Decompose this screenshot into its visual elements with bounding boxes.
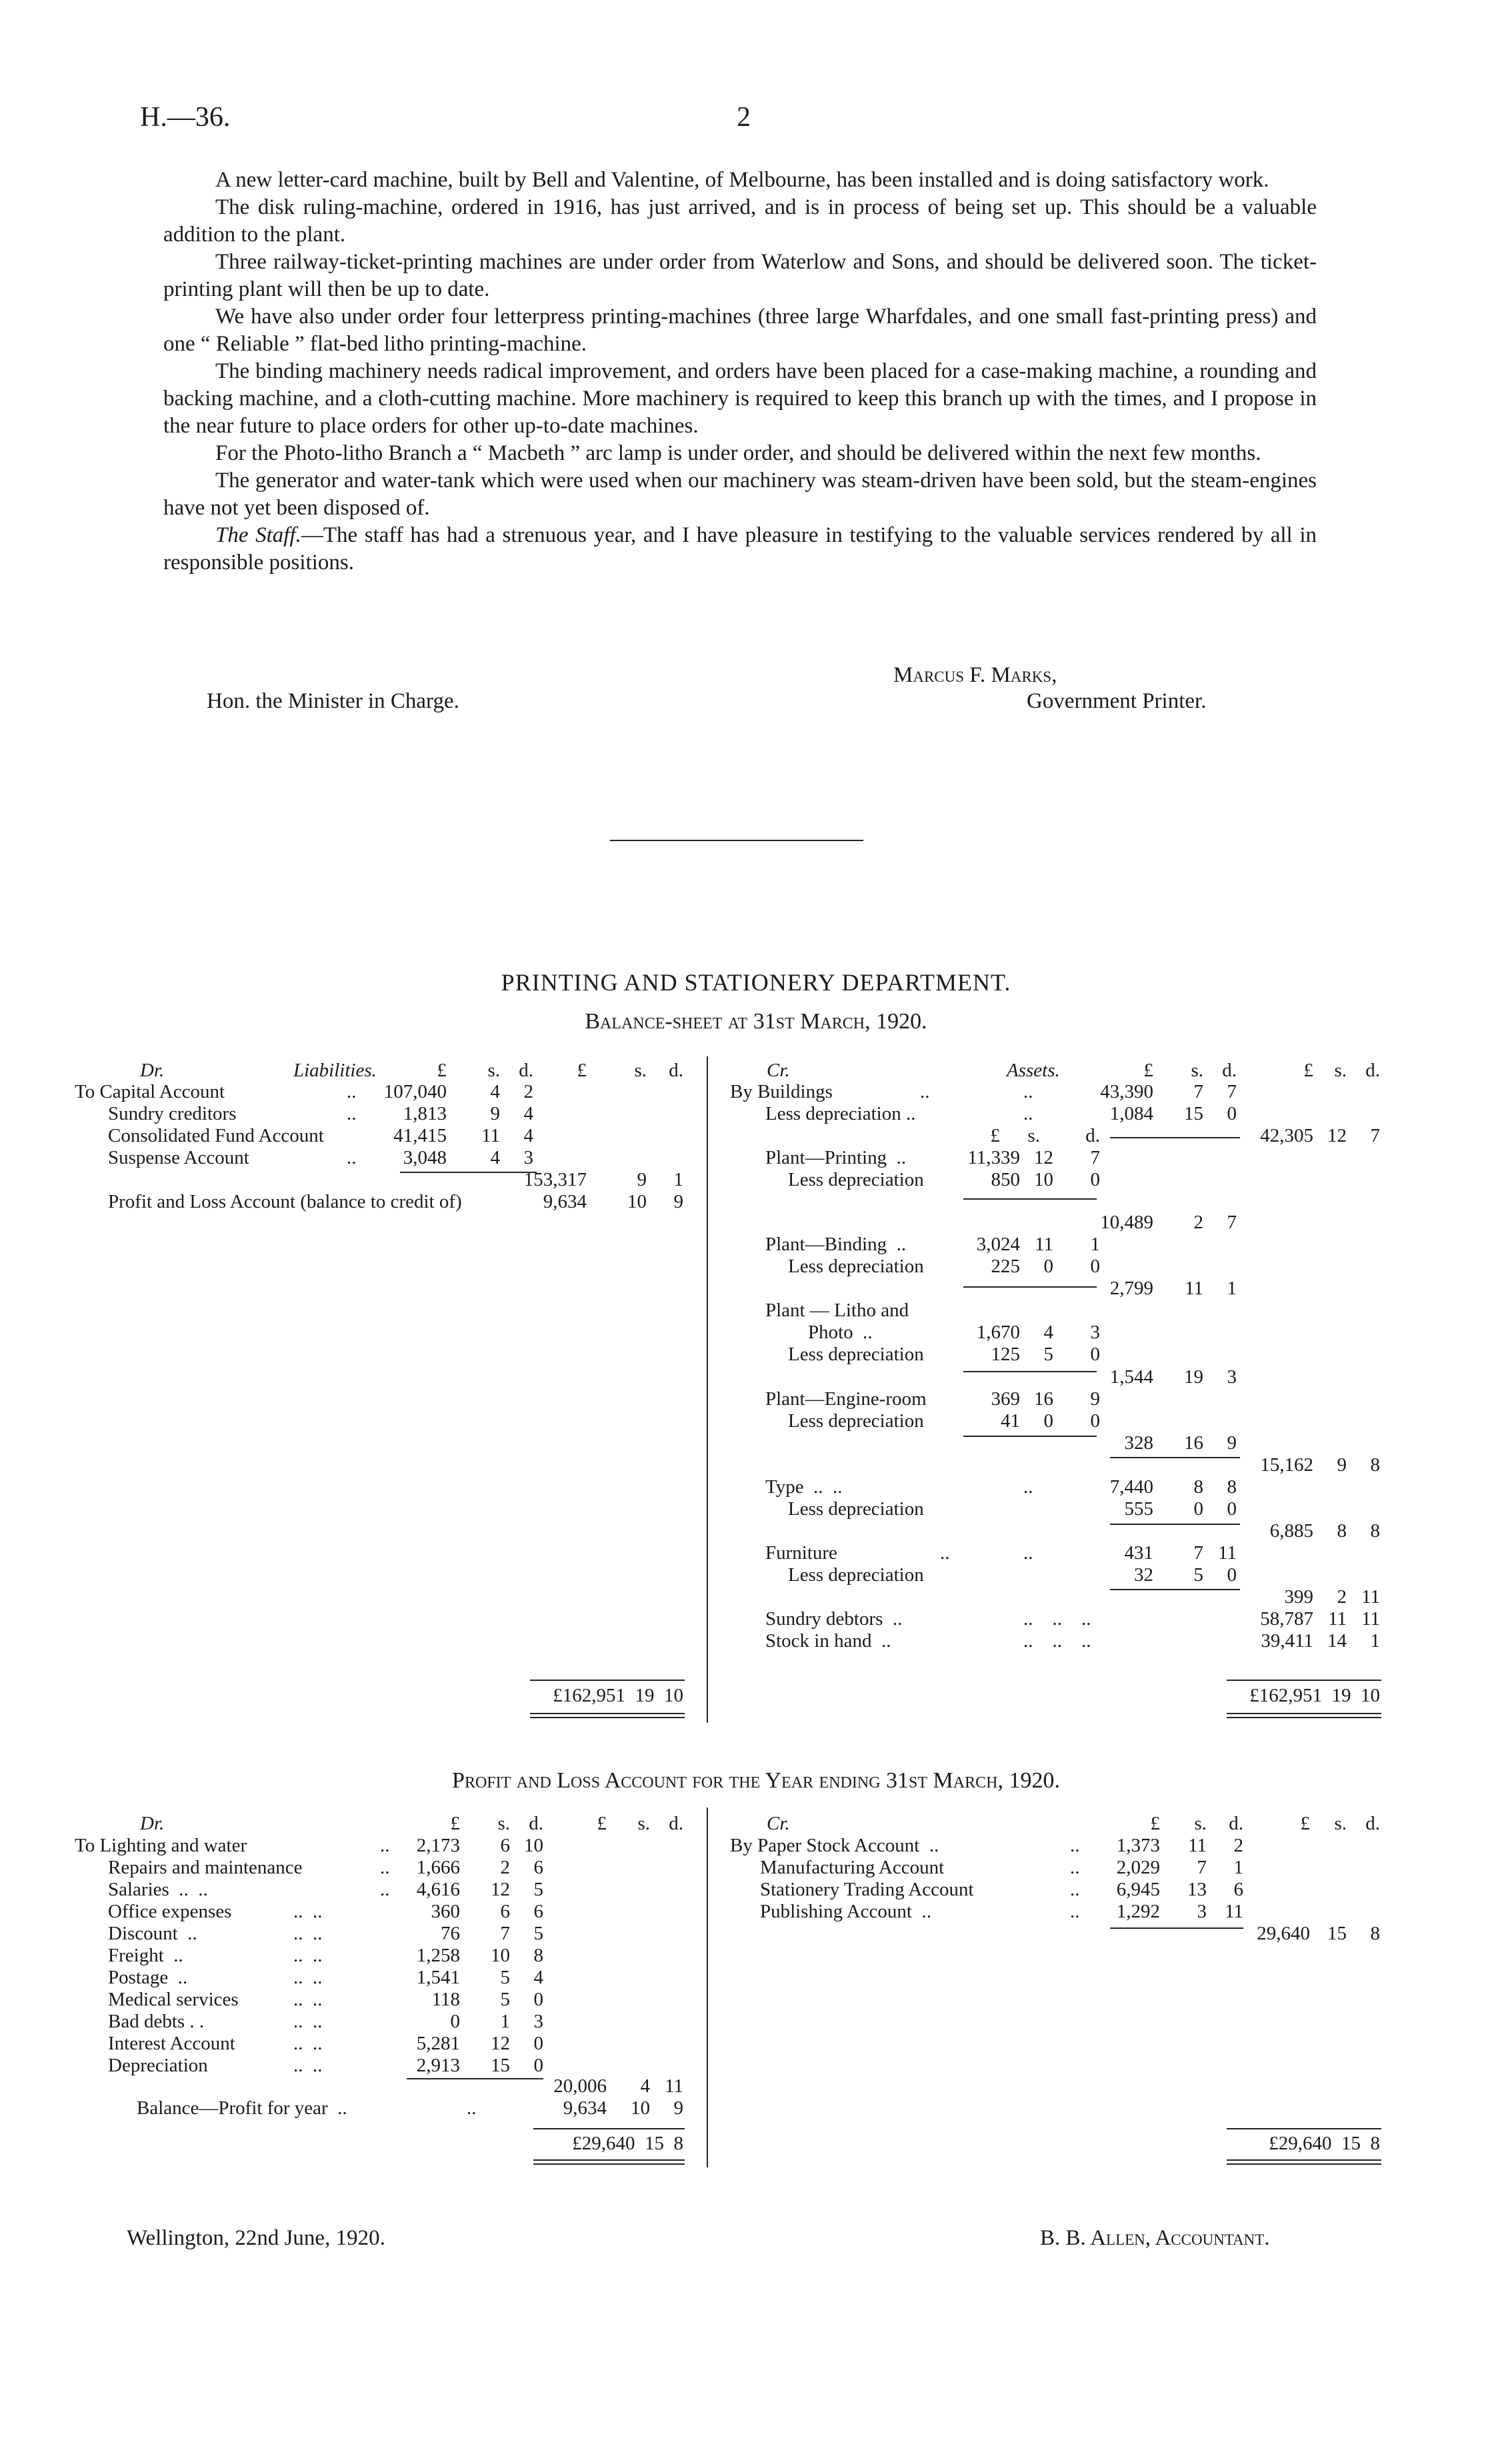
amount-pounds: 1,292 — [1116, 1901, 1160, 1922]
expense-label: Medical services — [108, 1989, 239, 2010]
col-d: d. — [669, 1060, 683, 1081]
amount-pounds: 41,415 — [393, 1125, 447, 1146]
net-shillings: 16 — [1184, 1432, 1203, 1454]
net-pounds: 6,885 — [1269, 1520, 1313, 1542]
less-depreciation-label: Less depreciation — [788, 1498, 924, 1520]
amount-shillings: 5 — [500, 1989, 510, 2010]
section-divider — [610, 840, 863, 841]
amount-pence: 8 — [533, 1945, 543, 1966]
col-s: s. — [1027, 1125, 1040, 1146]
liability-label: Consolidated Fund Account — [108, 1125, 324, 1146]
col-pound: £ — [437, 1060, 447, 1081]
col-d: d. — [669, 1813, 683, 1834]
liability-label: Sundry creditors — [108, 1103, 237, 1124]
signature-name: Marcus F. Marks, — [893, 663, 1057, 687]
amount-shillings: 16 — [1034, 1388, 1053, 1410]
report-body — [163, 167, 1317, 577]
amount-pence: 4 — [533, 1967, 543, 1988]
paragraph: For the Photo-litho Branch a “ Macbeth ” arc lamp is under order, and should be delivered within the next few months. — [215, 441, 1261, 465]
amount-shillings: 7 — [500, 1923, 510, 1944]
amount-pence: 10 — [524, 1835, 543, 1856]
net-shillings: 2 — [1337, 1586, 1347, 1608]
col-pound: £ — [450, 1813, 460, 1834]
amount-pence: 1 — [1233, 1857, 1243, 1878]
total-double-rule — [530, 1713, 685, 1718]
amount-shillings: 7 — [1193, 1542, 1203, 1564]
asset-label: Plant—Binding .. — [765, 1234, 907, 1255]
amount-shillings: 12 — [491, 1879, 510, 1900]
leader-dots: .. — [347, 1081, 357, 1102]
plant-total-pounds: 15,162 — [1260, 1454, 1313, 1476]
income-label: Stationery Trading Account — [760, 1879, 974, 1900]
amount-shillings: 4 — [490, 1081, 500, 1102]
staff-text: —The staff has had a strenuous year, and I have pleasure in testifying to the valuable services rendered by all in responsible positions. — [163, 523, 1317, 575]
amount-pounds: 1,373 — [1116, 1835, 1160, 1856]
less-depreciation-label: Less depreciation — [788, 1344, 924, 1365]
expense-label: Bad debts . . — [108, 2011, 205, 2032]
amount-shillings: 0 — [1043, 1256, 1053, 1277]
amount-pounds: 2,173 — [416, 1835, 460, 1856]
amount-pence: 3 — [1090, 1322, 1100, 1343]
col-s: s. — [1194, 1813, 1207, 1834]
net-shillings: 19 — [1184, 1366, 1203, 1388]
amount-pence: 8 — [1227, 1476, 1237, 1498]
net-pence: 7 — [1370, 1125, 1380, 1146]
subtotal-rule — [963, 1436, 1097, 1437]
amount-pence: 2 — [1233, 1835, 1243, 1856]
subtotal-rule — [407, 2078, 543, 2079]
plant-total-pence: 8 — [1370, 1454, 1380, 1476]
signature-title: Government Printer. — [1027, 689, 1207, 713]
amount-shillings: 5 — [1193, 1564, 1203, 1586]
asset-label: Plant—Printing .. — [765, 1147, 907, 1168]
leader-dots: .. — [920, 1081, 930, 1102]
debit-total: £29,640 15 8 — [572, 2133, 683, 2154]
leader-dots: .. — [1023, 1081, 1033, 1102]
leader-dots: .. — [380, 1835, 390, 1856]
asset-label: Plant—Engine-room — [765, 1388, 927, 1410]
net-shillings: 8 — [1337, 1520, 1347, 1542]
amount-pence: 9 — [673, 1191, 683, 1212]
less-depreciation-label: Less depreciation .. — [765, 1103, 916, 1124]
col-s: s. — [497, 1813, 510, 1834]
amount-shillings: 7 — [1197, 1857, 1207, 1878]
total-rule — [530, 1680, 685, 1681]
amount-pounds: 2,913 — [416, 2055, 460, 2076]
amount-shillings: 11 — [1328, 1608, 1347, 1630]
amount-pence: 2 — [523, 1081, 533, 1102]
amount-pounds: 431 — [1124, 1542, 1153, 1564]
leader-dots: .. — [1070, 1857, 1080, 1878]
net-pence: 7 — [1227, 1212, 1237, 1233]
dr-label: Dr. — [140, 1813, 165, 1834]
amount-pence: 0 — [1227, 1564, 1237, 1586]
amount-shillings: 12 — [1034, 1147, 1053, 1168]
asset-label: Plant — Litho and — [765, 1300, 909, 1321]
addressee: Hon. the Minister in Charge. — [207, 689, 459, 713]
amount-pence: 7 — [1090, 1147, 1100, 1168]
credit-total: £29,640 15 8 — [1269, 2133, 1380, 2154]
paragraph: A new letter-card machine, built by Bell and Valentine, of Melbourne, has been installed and is doing satisfactory work. — [215, 168, 1269, 192]
leader-dots: .. — [347, 1103, 357, 1124]
column-divider — [707, 1808, 708, 2167]
amount-shillings: 10 — [631, 2097, 650, 2119]
net-pounds: 1,544 — [1109, 1366, 1153, 1388]
subtotal-rule — [1110, 1137, 1240, 1138]
net-pence: 8 — [1370, 1520, 1380, 1542]
leader-dots: .. .. — [293, 2033, 323, 2054]
col-d: d. — [1365, 1060, 1380, 1081]
asset-label: Stock in hand .. — [765, 1630, 891, 1652]
col-d: d. — [1085, 1125, 1100, 1146]
amount-pounds: 43,390 — [1100, 1081, 1153, 1102]
amount-pounds: 360 — [431, 1901, 460, 1922]
expense-label: To Lighting and water — [75, 1835, 247, 1856]
amount-pence: 11 — [1218, 1542, 1237, 1564]
paragraph: Three railway-ticket-printing machines are under order from Waterlow and Sons, and should be delivered soon. The ticket-printing plant will then be up to date. — [163, 250, 1317, 301]
col-s: s. — [1191, 1060, 1203, 1081]
subtotal-rule — [1110, 1589, 1240, 1590]
amount-pence: 4 — [523, 1103, 533, 1124]
amount-pence: 0 — [1227, 1103, 1237, 1124]
amount-shillings: 3 — [1197, 1901, 1207, 1922]
amount-pence: 11 — [1225, 1901, 1243, 1922]
amount-pounds: 9,634 — [563, 2097, 607, 2119]
total-double-rule — [1227, 2159, 1381, 2165]
expense-label: Interest Account — [108, 2033, 235, 2054]
subtotal-rule — [1110, 1524, 1240, 1525]
profit-loss-label: Profit and Loss Account (balance to credit of) — [108, 1191, 462, 1212]
col-s: s. — [1334, 1060, 1347, 1081]
asset-label: Type .. .. — [765, 1476, 843, 1498]
amount-pounds: 76 — [441, 1923, 460, 1944]
liability-label: To Capital Account — [75, 1081, 225, 1102]
amount-pence: 1 — [1370, 1630, 1380, 1652]
subtotal-shillings: 4 — [640, 2075, 650, 2097]
expense-label: Repairs and maintenance — [108, 1857, 303, 1878]
amount-shillings: 0 — [1193, 1498, 1203, 1520]
col-d: d. — [519, 1060, 533, 1081]
plant-total-shillings: 9 — [1337, 1454, 1347, 1476]
amount-pence: 6 — [533, 1901, 543, 1922]
col-pound: £ — [577, 1060, 587, 1081]
paragraph: The binding machinery needs radical improvement, and orders have been placed for a case-making machine, a rounding and backing machine, and a cloth-cutting machine. More machinery is required to keep this branch up with the times, and I propose in the near future to place orders for other up-to-date machines. — [163, 359, 1317, 438]
amount-pounds: 125 — [991, 1344, 1020, 1365]
page-number: 2 — [737, 102, 751, 133]
subtotal-pounds: 29,640 — [1257, 1923, 1310, 1944]
total-double-rule — [1227, 1713, 1381, 1718]
amount-shillings: 2 — [500, 1857, 510, 1878]
subtotal-rule — [963, 1286, 1097, 1288]
subtotal-pounds: 20,006 — [553, 2075, 607, 2097]
less-depreciation-label: Less depreciation — [788, 1256, 924, 1277]
leader-dots: .. .. — [293, 2055, 323, 2076]
amount-pounds: 850 — [991, 1169, 1020, 1190]
subtotal-rule — [963, 1198, 1097, 1200]
amount-shillings: 15 — [1184, 1103, 1203, 1124]
net-pence: 1 — [1227, 1278, 1237, 1299]
amount-pence: 6 — [1233, 1879, 1243, 1900]
amount-pence: 5 — [533, 1923, 543, 1944]
amount-pence: 3 — [533, 2011, 543, 2032]
amount-pence: 11 — [1361, 1608, 1380, 1630]
liabilities-heading: Liabilities. — [293, 1060, 377, 1081]
amount-pence: 9 — [1090, 1388, 1100, 1410]
col-pound: £ — [597, 1813, 607, 1834]
income-label: By Paper Stock Account .. — [730, 1835, 939, 1856]
amount-shillings: 5 — [500, 1967, 510, 1988]
amount-pounds: 11,339 — [967, 1147, 1020, 1168]
amount-shillings: 12 — [491, 2033, 510, 2054]
amount-shillings: 0 — [1043, 1410, 1053, 1432]
staff-label: The Staff. — [215, 523, 301, 547]
amount-shillings: 8 — [1193, 1476, 1203, 1498]
amount-shillings: 10 — [491, 1945, 510, 1966]
col-pound: £ — [1143, 1060, 1153, 1081]
leader-dots: .. — [380, 1857, 390, 1878]
amount-pence: 0 — [533, 1989, 543, 2010]
amount-pence: 0 — [1090, 1344, 1100, 1365]
amount-pounds: 9,634 — [543, 1191, 587, 1212]
amount-pounds: 4,616 — [416, 1879, 460, 1900]
leader-dots: .. .. .. — [1023, 1630, 1091, 1652]
net-shillings: 11 — [1185, 1278, 1203, 1299]
amount-pence: 7 — [1227, 1081, 1237, 1102]
amount-shillings: 4 — [490, 1147, 500, 1168]
amount-shillings: 13 — [1187, 1879, 1207, 1900]
leader-dots: .. .. — [293, 1945, 323, 1966]
assets-heading: Assets. — [1007, 1060, 1060, 1081]
amount-pence: 0 — [533, 2055, 543, 2076]
accountant-signature: B. B. Allen, Accountant. — [1040, 2226, 1270, 2250]
amount-pence: 3 — [523, 1147, 533, 1168]
amount-shillings: 1 — [500, 2011, 510, 2032]
amount-shillings: 6 — [500, 1901, 510, 1922]
balance-label: Balance—Profit for year .. — [137, 2097, 347, 2119]
staff-paragraph — [163, 522, 1317, 577]
amount-pounds: 225 — [991, 1256, 1020, 1277]
subtotal-pounds: 153,317 — [523, 1169, 587, 1190]
paragraph: We have also under order four letterpress printing-machines (three large Wharfdales, and one small fast-printing press) and one “ Reliable ” flat-bed litho printing-machine. — [163, 305, 1317, 356]
liability-label: Suspense Account — [108, 1147, 249, 1168]
amount-shillings: 15 — [491, 2055, 510, 2076]
amount-pounds: 369 — [991, 1388, 1020, 1410]
less-depreciation-label: Less depreciation — [788, 1169, 924, 1190]
leader-dots: .. — [1070, 1901, 1080, 1922]
amount-pence: 1 — [1090, 1234, 1100, 1255]
amount-pence: 5 — [533, 1879, 543, 1900]
net-pounds: 399 — [1284, 1586, 1313, 1608]
amount-pence: 4 — [523, 1125, 533, 1146]
amount-shillings: 11 — [1035, 1234, 1053, 1255]
amount-pounds: 7,440 — [1109, 1476, 1153, 1498]
net-pounds: 2,799 — [1109, 1278, 1153, 1299]
leader-dots: .. .. — [293, 2011, 323, 2032]
leader-dots: .. .. — [293, 1901, 323, 1922]
expense-label: Office expenses — [108, 1901, 232, 1922]
total-rule — [1227, 2128, 1381, 2129]
net-shillings: 2 — [1193, 1212, 1203, 1233]
leader-dots: .. — [1070, 1879, 1080, 1900]
asset-label-continued: Photo .. — [808, 1322, 873, 1343]
leader-dots: .. — [1023, 1103, 1033, 1124]
amount-pounds: 5,281 — [416, 2033, 460, 2054]
leader-dots: .. .. — [293, 1989, 323, 2010]
expense-label: Discount .. — [108, 1923, 197, 1944]
net-pounds: 42,305 — [1260, 1125, 1313, 1146]
cr-label: Cr. — [767, 1813, 790, 1834]
total-rule — [533, 2128, 685, 2129]
amount-pounds: 3,048 — [403, 1147, 447, 1168]
place-date: Wellington, 22nd June, 1920. — [127, 2226, 385, 2250]
col-s: s. — [637, 1813, 650, 1834]
col-d: d. — [529, 1813, 543, 1834]
leader-dots: .. — [467, 2097, 477, 2119]
report-reference: H.—36. — [140, 102, 231, 133]
amount-pounds: 1,670 — [976, 1322, 1020, 1343]
col-d: d. — [1229, 1813, 1243, 1834]
total-double-rule — [533, 2159, 685, 2165]
subtotal-shillings: 15 — [1327, 1923, 1347, 1944]
amount-shillings: 9 — [490, 1103, 500, 1124]
amount-shillings: 4 — [1043, 1322, 1053, 1343]
leader-dots: .. .. — [293, 1923, 323, 1944]
col-pound: £ — [990, 1125, 1000, 1146]
paragraph: The generator and water-tank which were used when our machinery was steam-driven have been sold, but the steam-engines have not yet been disposed of. — [163, 469, 1317, 520]
amount-pounds: 107,040 — [383, 1081, 447, 1102]
less-depreciation-label: Less depreciation — [788, 1564, 924, 1586]
col-s: s. — [1334, 1813, 1347, 1834]
amount-pence: 0 — [1090, 1169, 1100, 1190]
asset-label: Sundry debtors .. — [765, 1608, 903, 1630]
subtotal-pence: 11 — [665, 2075, 683, 2097]
amount-shillings: 11 — [481, 1125, 500, 1146]
amount-pence: 0 — [1090, 1410, 1100, 1432]
amount-pence: 0 — [1090, 1256, 1100, 1277]
amount-pounds: 3,024 — [976, 1234, 1020, 1255]
asset-label: By Buildings — [730, 1081, 833, 1102]
paragraph: The disk ruling-machine, ordered in 1916, has just arrived, and is in process of being set up. This should be a valuable addition to the plant. — [163, 195, 1317, 247]
expense-label: Salaries .. .. — [108, 1879, 208, 1900]
amount-shillings: 7 — [1193, 1081, 1203, 1102]
net-pounds: 328 — [1124, 1432, 1153, 1454]
leader-dots: .. .. .. — [1023, 1608, 1091, 1630]
leader-dots: .. — [1023, 1542, 1033, 1564]
expense-label: Depreciation — [108, 2055, 208, 2076]
amount-pence: 0 — [533, 2033, 543, 2054]
col-d: d. — [1365, 1813, 1380, 1834]
leader-dots: .. — [1023, 1476, 1033, 1498]
balance-sheet-title: Balance-sheet at 31st March, 1920. — [585, 1009, 927, 1034]
profit-loss-title: Profit and Loss Account for the Year ending 31st March, 1920. — [452, 1768, 1060, 1793]
amount-pounds: 1,258 — [416, 1945, 460, 1966]
asset-label: Furniture — [765, 1542, 837, 1564]
income-label: Publishing Account .. — [760, 1901, 931, 1922]
amount-shillings: 10 — [1034, 1169, 1053, 1190]
amount-shillings: 11 — [1188, 1835, 1207, 1856]
expense-label: Freight .. — [108, 1945, 183, 1966]
dr-label: Dr. — [140, 1060, 165, 1081]
amount-pounds: 0 — [450, 2011, 460, 2032]
amount-pounds: 118 — [431, 1989, 460, 2010]
cr-label: Cr. — [767, 1060, 790, 1081]
amount-pence: 6 — [533, 1857, 543, 1878]
amount-pounds: 58,787 — [1260, 1608, 1313, 1630]
amount-shillings: 5 — [1043, 1344, 1053, 1365]
col-s: s. — [634, 1060, 647, 1081]
amount-pounds: 41 — [1001, 1410, 1020, 1432]
amount-pence: 0 — [1227, 1498, 1237, 1520]
amount-pounds: 1,541 — [416, 1967, 460, 1988]
amount-pounds: 2,029 — [1116, 1857, 1160, 1878]
subtotal-rule — [1110, 1457, 1240, 1458]
subtotal-shillings: 9 — [637, 1169, 647, 1190]
leader-dots: .. — [1070, 1835, 1080, 1856]
subtotal-rule — [1110, 1927, 1243, 1929]
col-pound: £ — [1150, 1813, 1160, 1834]
net-pence: 11 — [1361, 1586, 1380, 1608]
assets-total: £162,951 19 10 — [1249, 1685, 1380, 1706]
col-pound: £ — [1300, 1813, 1310, 1834]
total-rule — [1227, 1680, 1381, 1681]
amount-pounds: 39,411 — [1261, 1630, 1313, 1652]
income-label: Manufacturing Account — [760, 1857, 945, 1878]
amount-pounds: 1,084 — [1109, 1103, 1153, 1124]
amount-shillings: 10 — [627, 1191, 647, 1212]
subtotal-rule — [963, 1371, 1097, 1372]
subtotal-pence: 8 — [1370, 1923, 1380, 1944]
less-depreciation-label: Less depreciation — [788, 1410, 924, 1432]
leader-dots: .. — [347, 1147, 357, 1168]
leader-dots: .. — [940, 1542, 950, 1564]
column-divider — [707, 1056, 708, 1723]
col-pound: £ — [1303, 1060, 1313, 1081]
net-pence: 3 — [1227, 1366, 1237, 1388]
col-d: d. — [1222, 1060, 1237, 1081]
col-s: s. — [487, 1060, 500, 1081]
amount-shillings: 14 — [1327, 1630, 1347, 1652]
liabilities-total: £162,951 19 10 — [553, 1685, 683, 1706]
amount-pence: 9 — [673, 2097, 683, 2119]
amount-pounds: 1,813 — [403, 1103, 447, 1124]
subtotal-pence: 1 — [673, 1169, 683, 1190]
leader-dots: .. — [380, 1879, 390, 1900]
amount-pounds: 6,945 — [1116, 1879, 1160, 1900]
net-pounds: 10,489 — [1100, 1212, 1153, 1233]
department-title: PRINTING AND STATIONERY DEPARTMENT. — [501, 969, 1011, 996]
amount-shillings: 6 — [500, 1835, 510, 1856]
amount-pounds: 555 — [1124, 1498, 1153, 1520]
net-pence: 9 — [1227, 1432, 1237, 1454]
leader-dots: .. .. — [293, 1967, 323, 1988]
subtotal-rule — [400, 1172, 537, 1173]
expense-label: Postage .. — [108, 1967, 188, 1988]
net-shillings: 12 — [1327, 1125, 1347, 1146]
amount-pounds: 32 — [1134, 1564, 1153, 1586]
amount-pounds: 1,666 — [416, 1857, 460, 1878]
